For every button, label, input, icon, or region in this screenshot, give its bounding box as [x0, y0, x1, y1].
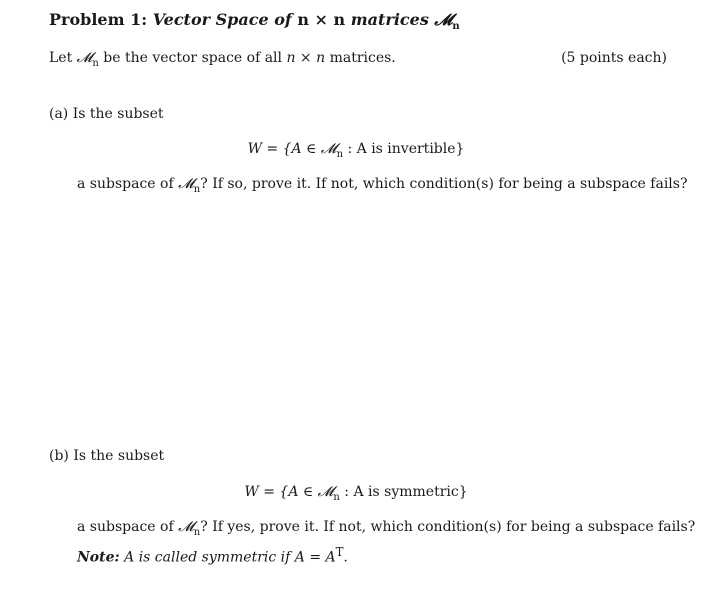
problem-title	[49, 10, 460, 32]
part-a-label: (a) Is the subset	[49, 106, 164, 122]
part-b-label: (b) Is the subset	[49, 448, 165, 464]
title-italic: Vector Space of	[152, 10, 298, 29]
title-symbol: 𝓜	[434, 10, 453, 29]
part-b-question-sub: n	[193, 526, 201, 538]
part-a-set-left: W = {A ∈	[247, 141, 321, 157]
part-a-set	[0, 141, 712, 160]
part-b-note	[77, 545, 348, 566]
part-b-set-left: W = {A ∈	[244, 484, 318, 500]
part-a-question-symbol: 𝓜	[178, 176, 194, 192]
title-prefix: Problem 1:	[49, 10, 153, 29]
part-a-question-lead: a subspace of	[77, 176, 179, 192]
part-b-question	[77, 519, 695, 538]
note-label: Note:	[77, 549, 120, 566]
intro-rest: be the vector space of all	[98, 50, 287, 66]
part-b-set	[0, 484, 712, 503]
intro-symbol-sub: n	[92, 57, 99, 69]
intro-text	[49, 50, 396, 69]
part-b-question-lead: a subspace of	[77, 519, 179, 535]
part-a-question-rest: ? If so, prove it. If not, which condition(s) for being a subspace fails?	[200, 176, 688, 192]
intro-math: n × n	[286, 50, 326, 66]
points-label: (5 points each)	[561, 50, 667, 66]
part-b-question-symbol: 𝓜	[178, 519, 194, 535]
part-b-set-right: : A is symmetric}	[339, 484, 468, 500]
part-b-question-rest: ? If yes, prove it. If not, which condition(s) for being a subspace fails?	[200, 519, 696, 535]
part-b-set-sub: n	[333, 491, 340, 503]
note-text: A is called symmetric if A = A	[119, 549, 336, 566]
note-sup: T	[335, 545, 344, 559]
note-end: .	[343, 549, 348, 566]
part-a-set-sub: n	[336, 148, 344, 160]
part-a-set-symbol: 𝓜	[320, 141, 337, 157]
part-a-set-right: : A is invertible}	[343, 141, 465, 157]
part-a-question	[77, 176, 687, 195]
intro-tail: matrices.	[325, 50, 396, 66]
part-b-set-symbol: 𝓜	[317, 484, 334, 500]
title-symbol-sub: n	[452, 21, 460, 33]
intro-lead: Let	[49, 50, 77, 66]
title-math: n × n	[297, 10, 346, 29]
intro-symbol: 𝓜	[76, 50, 93, 66]
title-italic-2: matrices	[345, 10, 435, 29]
part-a-question-sub: n	[193, 183, 201, 195]
